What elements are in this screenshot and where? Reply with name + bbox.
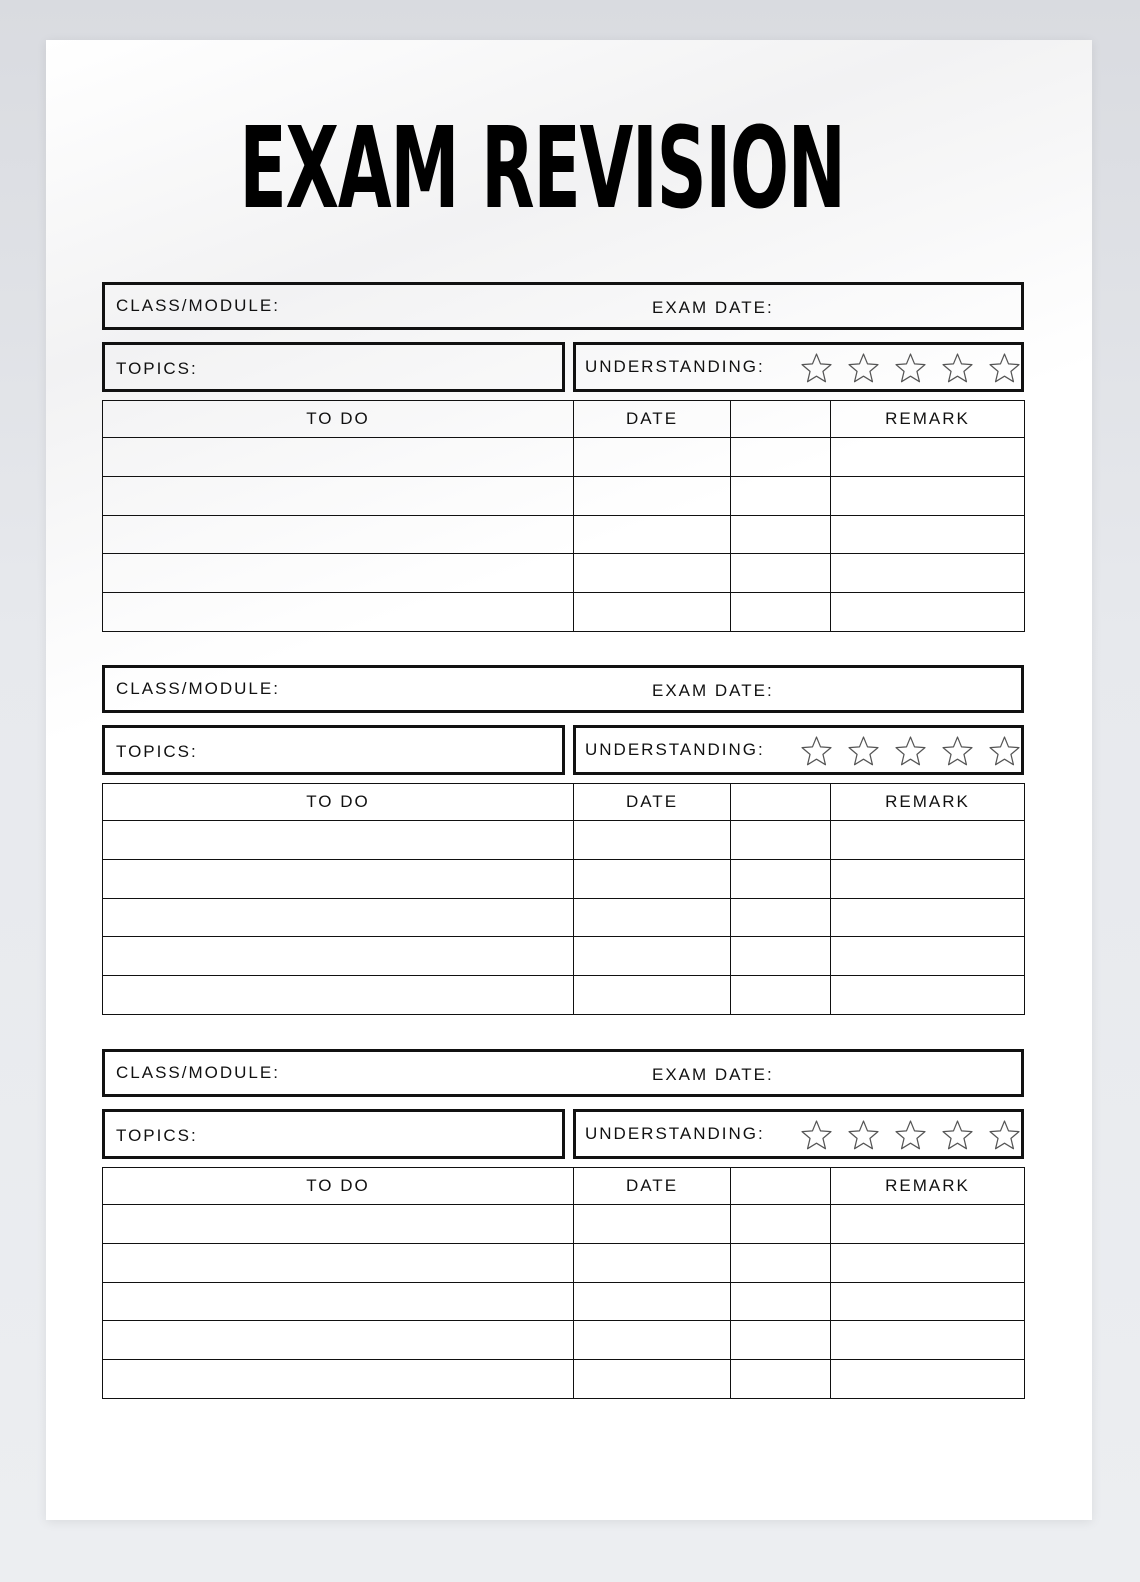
star-icon[interactable] bbox=[894, 352, 927, 385]
todo-cell[interactable] bbox=[103, 1243, 574, 1282]
date-cell[interactable] bbox=[574, 476, 731, 515]
remark-cell[interactable] bbox=[831, 476, 1025, 515]
date-cell[interactable] bbox=[574, 1321, 731, 1360]
star-icon[interactable] bbox=[894, 1119, 927, 1152]
todo-cell[interactable] bbox=[103, 976, 574, 1015]
date-cell[interactable] bbox=[574, 554, 731, 593]
todo-cell[interactable] bbox=[103, 1205, 574, 1244]
star-icon[interactable] bbox=[941, 1119, 974, 1152]
blank-cell[interactable] bbox=[731, 821, 831, 860]
revision-section-1 bbox=[102, 282, 1024, 634]
revision-section-2 bbox=[102, 665, 1024, 1017]
remark-header: REMARK bbox=[831, 401, 1025, 438]
blank-header bbox=[731, 401, 831, 438]
class-module-field[interactable] bbox=[102, 282, 1024, 330]
remark-cell[interactable] bbox=[831, 937, 1025, 976]
star-icon[interactable] bbox=[847, 352, 880, 385]
remark-cell[interactable] bbox=[831, 898, 1025, 937]
star-icon[interactable] bbox=[988, 1119, 1021, 1152]
todo-cell[interactable] bbox=[103, 476, 574, 515]
understanding-field bbox=[573, 342, 1024, 392]
star-icon[interactable] bbox=[847, 1119, 880, 1152]
blank-cell[interactable] bbox=[731, 593, 831, 632]
todo-table bbox=[102, 400, 1025, 632]
star-rating bbox=[800, 352, 1021, 385]
star-icon[interactable] bbox=[847, 735, 880, 768]
topics-label: TOPICS: bbox=[116, 359, 198, 378]
table-row bbox=[103, 898, 1025, 937]
blank-cell[interactable] bbox=[731, 1205, 831, 1244]
todo-cell[interactable] bbox=[103, 1321, 574, 1360]
remark-cell[interactable] bbox=[831, 554, 1025, 593]
todo-cell[interactable] bbox=[103, 554, 574, 593]
table-row bbox=[103, 476, 1025, 515]
class-module-field[interactable] bbox=[102, 665, 1024, 713]
remark-cell[interactable] bbox=[831, 821, 1025, 860]
class-module-label: CLASS/MODULE: bbox=[116, 296, 280, 315]
star-icon[interactable] bbox=[800, 352, 833, 385]
star-icon[interactable] bbox=[941, 352, 974, 385]
star-rating bbox=[800, 735, 1021, 768]
topics-field[interactable] bbox=[102, 725, 565, 775]
todo-cell[interactable] bbox=[103, 859, 574, 898]
revision-section-3 bbox=[102, 1049, 1024, 1401]
star-icon[interactable] bbox=[894, 735, 927, 768]
blank-cell[interactable] bbox=[731, 937, 831, 976]
table-row bbox=[103, 438, 1025, 477]
date-cell[interactable] bbox=[574, 593, 731, 632]
date-cell[interactable] bbox=[574, 821, 731, 860]
exam-date-label: EXAM DATE: bbox=[652, 1065, 774, 1084]
blank-cell[interactable] bbox=[731, 1282, 831, 1321]
star-icon[interactable] bbox=[800, 1119, 833, 1152]
todo-cell[interactable] bbox=[103, 515, 574, 554]
topics-label: TOPICS: bbox=[116, 1126, 198, 1145]
blank-header bbox=[731, 784, 831, 821]
blank-cell[interactable] bbox=[731, 554, 831, 593]
remark-cell[interactable] bbox=[831, 1243, 1025, 1282]
remark-cell[interactable] bbox=[831, 438, 1025, 477]
remark-cell[interactable] bbox=[831, 1321, 1025, 1360]
understanding-label: UNDERSTANDING: bbox=[585, 740, 765, 759]
todo-cell[interactable] bbox=[103, 898, 574, 937]
table-row bbox=[103, 1205, 1025, 1244]
understanding-field bbox=[573, 725, 1024, 775]
page-title: EXAM REVISION bbox=[239, 104, 845, 234]
blank-cell[interactable] bbox=[731, 1243, 831, 1282]
exam-date-label: EXAM DATE: bbox=[652, 681, 774, 700]
understanding-label: UNDERSTANDING: bbox=[585, 357, 765, 376]
todo-cell[interactable] bbox=[103, 438, 574, 477]
remark-cell[interactable] bbox=[831, 1205, 1025, 1244]
topics-field[interactable] bbox=[102, 1109, 565, 1159]
table-row bbox=[103, 976, 1025, 1015]
table-row bbox=[103, 554, 1025, 593]
date-cell[interactable] bbox=[574, 976, 731, 1015]
date-cell[interactable] bbox=[574, 1205, 731, 1244]
star-icon[interactable] bbox=[800, 735, 833, 768]
table-row bbox=[103, 1282, 1025, 1321]
exam-date-label: EXAM DATE: bbox=[652, 298, 774, 317]
todo-header: TO DO bbox=[103, 1168, 574, 1205]
date-cell[interactable] bbox=[574, 1282, 731, 1321]
todo-header: TO DO bbox=[103, 784, 574, 821]
todo-cell[interactable] bbox=[103, 1360, 574, 1399]
class-module-field[interactable] bbox=[102, 1049, 1024, 1097]
blank-cell[interactable] bbox=[731, 859, 831, 898]
remark-header: REMARK bbox=[831, 1168, 1025, 1205]
remark-cell[interactable] bbox=[831, 859, 1025, 898]
table-row bbox=[103, 1243, 1025, 1282]
remark-cell[interactable] bbox=[831, 976, 1025, 1015]
todo-header: TO DO bbox=[103, 401, 574, 438]
topics-label: TOPICS: bbox=[116, 742, 198, 761]
star-icon[interactable] bbox=[941, 735, 974, 768]
remark-cell[interactable] bbox=[831, 1360, 1025, 1399]
table-row bbox=[103, 821, 1025, 860]
date-cell[interactable] bbox=[574, 438, 731, 477]
blank-cell[interactable] bbox=[731, 1360, 831, 1399]
date-header: DATE bbox=[574, 784, 731, 821]
remark-cell[interactable] bbox=[831, 593, 1025, 632]
date-cell[interactable] bbox=[574, 1360, 731, 1399]
understanding-label: UNDERSTANDING: bbox=[585, 1124, 765, 1143]
todo-cell[interactable] bbox=[103, 1282, 574, 1321]
date-cell[interactable] bbox=[574, 898, 731, 937]
date-cell[interactable] bbox=[574, 859, 731, 898]
todo-cell[interactable] bbox=[103, 937, 574, 976]
table-row bbox=[103, 859, 1025, 898]
date-header: DATE bbox=[574, 1168, 731, 1205]
blank-cell[interactable] bbox=[731, 515, 831, 554]
topics-field[interactable] bbox=[102, 342, 565, 392]
blank-cell[interactable] bbox=[731, 438, 831, 477]
remark-cell[interactable] bbox=[831, 515, 1025, 554]
star-icon[interactable] bbox=[988, 352, 1021, 385]
understanding-field bbox=[573, 1109, 1024, 1159]
date-cell[interactable] bbox=[574, 1243, 731, 1282]
date-cell[interactable] bbox=[574, 937, 731, 976]
table-row bbox=[103, 937, 1025, 976]
table-row bbox=[103, 593, 1025, 632]
todo-table bbox=[102, 783, 1025, 1015]
star-icon[interactable] bbox=[988, 735, 1021, 768]
blank-cell[interactable] bbox=[731, 476, 831, 515]
remark-cell[interactable] bbox=[831, 1282, 1025, 1321]
table-row bbox=[103, 515, 1025, 554]
class-module-label: CLASS/MODULE: bbox=[116, 679, 280, 698]
todo-table bbox=[102, 1167, 1025, 1399]
table-row bbox=[103, 1321, 1025, 1360]
remark-header: REMARK bbox=[831, 784, 1025, 821]
blank-cell[interactable] bbox=[731, 898, 831, 937]
date-cell[interactable] bbox=[574, 515, 731, 554]
todo-cell[interactable] bbox=[103, 821, 574, 860]
blank-header bbox=[731, 1168, 831, 1205]
table-row bbox=[103, 1360, 1025, 1399]
blank-cell[interactable] bbox=[731, 1321, 831, 1360]
todo-cell[interactable] bbox=[103, 593, 574, 632]
blank-cell[interactable] bbox=[731, 976, 831, 1015]
date-header: DATE bbox=[574, 401, 731, 438]
star-rating bbox=[800, 1119, 1021, 1152]
class-module-label: CLASS/MODULE: bbox=[116, 1063, 280, 1082]
